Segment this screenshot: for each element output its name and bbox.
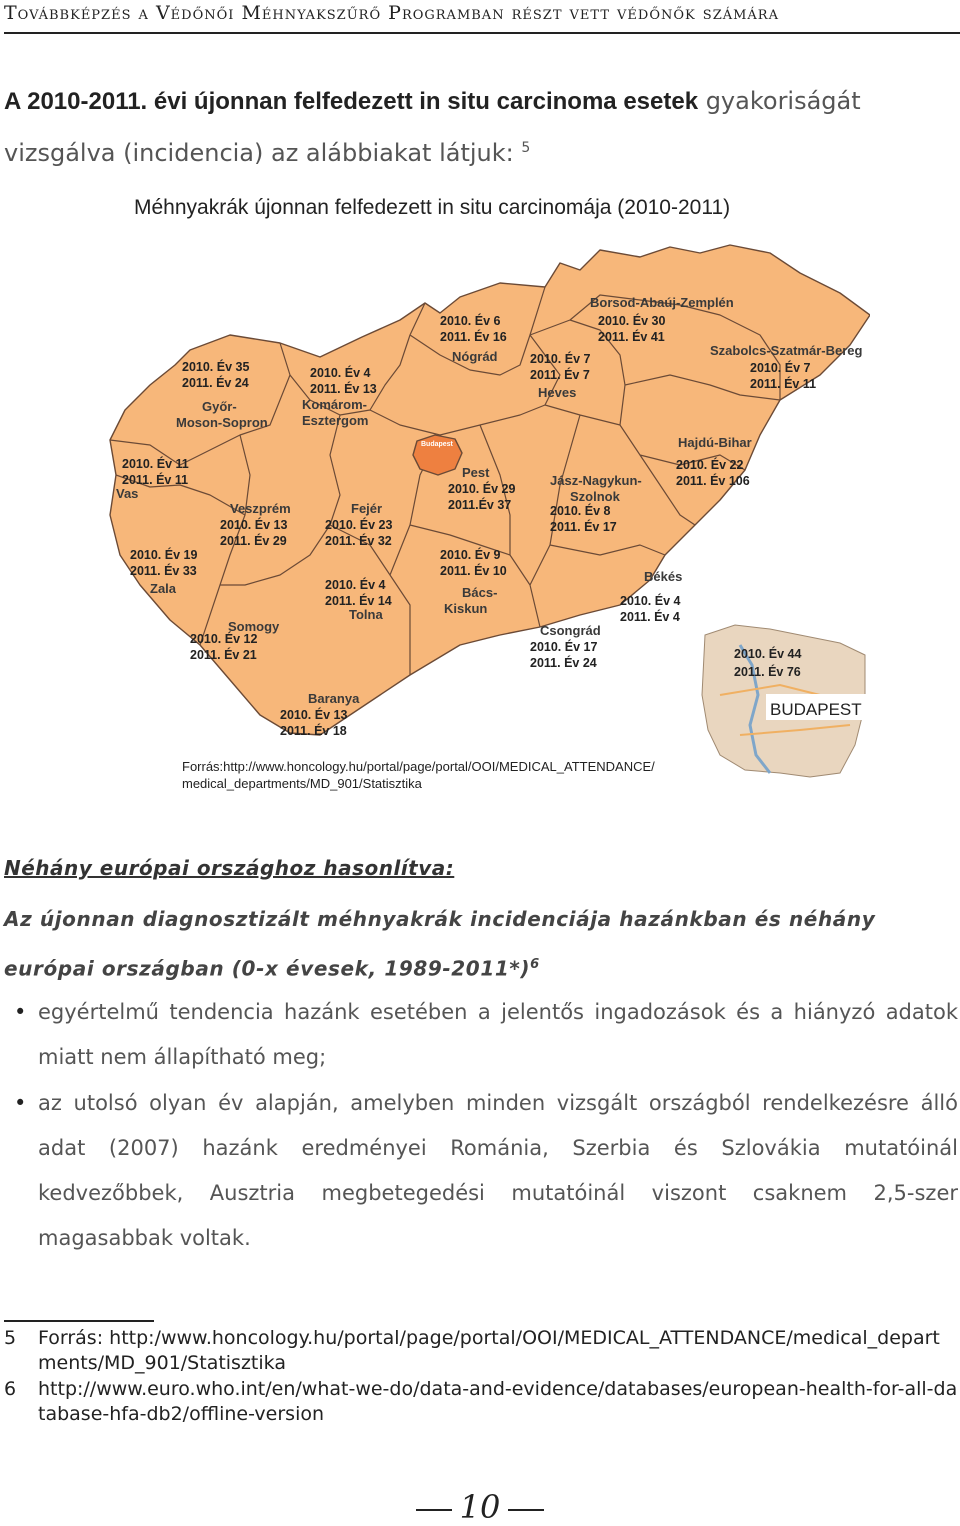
county-y2011: 2011. Év 29: [220, 534, 287, 548]
county-name-2: Esztergom: [302, 413, 369, 428]
list-item: • az utolsó olyan év alapján, amelyben minden vizsgált országból rendelkezésre álló adat (2007) hazánk eredményei Románia, Szerbia és Szlovákia mutatóinál kedvezőbbek, Ausztria megbetegedési mutatóinál viszont csaknem 2,5-szer magasabbak voltak.: [4, 1081, 958, 1261]
list-item: • egyértelmű tendencia hazánk esetében a jelentős ingadozások és a hiányzó adatok miatt nem állapítható meg;: [4, 990, 958, 1080]
county-label-komarom: [302, 365, 377, 428]
intro-bold: A 2010-2011. évi újonnan felfedezett in situ carcinoma esetek: [4, 88, 699, 115]
county-name: Csongrád: [540, 623, 601, 638]
county-label-veszprem: [220, 501, 291, 548]
county-y2010: 2010. Év 13: [220, 518, 288, 532]
county-name: Fejér: [351, 501, 383, 516]
map-source-line1: Forrás:http://www.honcology.hu/portal/page/portal/OOI/MEDICAL_ATTENDANCE/: [182, 759, 655, 774]
county-name: Borsod-Abaúj-Zemplén: [590, 295, 734, 310]
county-name: Komárom-: [302, 397, 368, 412]
county-name: Veszprém: [230, 501, 291, 516]
comparison-heading: [4, 896, 956, 992]
county-name: Győr-: [202, 399, 237, 414]
county-name: Hajdú-Bihar: [678, 435, 752, 450]
intro-rest: gyakoriságát: [698, 87, 861, 115]
county-y2010: 2010. Év 6: [440, 314, 501, 328]
map-title: Méhnyakrák újonnan felfedezett in situ carcinomája (2010-2011): [134, 196, 731, 219]
county-y2010: 2010. Év 4: [310, 366, 371, 380]
footnote-text: http://www.euro.who.int/en/what-we-do/data-and-evidence/databases/european-health-for-all-database-hfa-db2/offline-version: [38, 1378, 958, 1425]
county-name-2: Szolnok: [570, 489, 620, 504]
county-y2011: 2011. Év 17: [550, 520, 617, 534]
comparison-heading-text: Az újonnan diagnosztizált méhnyakrák incidenciája hazánkban és néhány európai országban (0-x évesek, 1989-2011*): [4, 907, 876, 981]
comparison-footnote-ref: 6: [530, 957, 540, 972]
county-y2010: 2010. Év 13: [280, 708, 348, 722]
budapest-y2010: 2010. Év 44: [734, 647, 802, 661]
budapest-inset-title: BUDAPEST: [770, 700, 862, 719]
county-y2010: 2010. Év 9: [440, 548, 501, 562]
map-source-line2: medical_departments/MD_901/Statisztika: [182, 776, 422, 791]
county-y2010: 2010. Év 7: [750, 361, 811, 375]
intro-line2: vizsgálva (incidencia) az alábbiakat látjuk:: [4, 139, 522, 167]
intro-footnote-ref: 5: [521, 140, 531, 156]
hungary-county-map: [80, 225, 870, 795]
footnote-number: 5: [4, 1327, 17, 1349]
county-name: Nógrád: [452, 349, 498, 364]
county-y2010: 2010. Év 23: [325, 518, 393, 532]
county-y2011: 2011. Év 106: [676, 474, 750, 488]
footnote-rule: [4, 1320, 154, 1322]
footnote-number: 6: [4, 1378, 17, 1400]
county-name: Békés: [644, 569, 683, 584]
county-label-csongrad: [530, 623, 601, 670]
section-heading: Néhány európai országhoz hasonlítva:: [4, 856, 455, 880]
county-name: Vas: [116, 486, 139, 501]
county-y2010: 2010. Év 4: [325, 578, 386, 592]
county-name: Somogy: [228, 619, 280, 634]
footnote: [4, 1377, 958, 1427]
county-y2011: 2011. Év 14: [325, 594, 392, 608]
page-number-value: 10: [459, 1488, 501, 1526]
county-y2010: 2010. Év 30: [598, 314, 666, 328]
county-y2010: 2010. Év 35: [182, 360, 250, 374]
county-name: Zala: [150, 581, 177, 596]
county-y2011: 2011. Év 4: [620, 610, 680, 624]
footnote: [4, 1326, 958, 1376]
county-y2010: 2010. Év 19: [130, 548, 198, 562]
county-y2011: 2011. Év 24: [530, 656, 597, 670]
county-y2011: 2011. Év 32: [325, 534, 392, 548]
county-name: Tolna: [349, 607, 383, 622]
footnote-text: Forrás: http:/www.honcology.hu/portal/page/portal/OOI/MEDICAL_ATTENDANCE/medical_departments/MD_901/Statisztika: [38, 1327, 940, 1374]
county-y2011: 2011.Év 37: [448, 498, 512, 512]
page-number-dash-left: [416, 1509, 452, 1511]
county-y2011: 2011. Év 16: [440, 330, 507, 344]
page-number: [0, 1488, 960, 1526]
county-y2010: 2010. Év 29: [448, 482, 516, 496]
budapest-inset: [702, 625, 866, 777]
page-number-dash-right: [508, 1509, 544, 1511]
county-name: Pest: [462, 465, 490, 480]
county-name: Szabolcs-Szatmár-Bereg: [710, 343, 863, 358]
county-label-hajdu: [676, 435, 752, 488]
county-y2010: 2010. Év 4: [620, 594, 681, 608]
county-y2010: 2010. Év 8: [550, 504, 611, 518]
county-name-2: Kiskun: [444, 601, 488, 616]
intro-paragraph: [4, 78, 956, 177]
county-y2010: 2010. Év 12: [190, 632, 258, 646]
county-y2011: 2011. Év 13: [310, 382, 377, 396]
county-y2010: 2010. Év 22: [676, 458, 744, 472]
findings-list: [4, 990, 958, 1262]
county-y2011: 2011. Év 33: [130, 564, 197, 578]
footnotes: [4, 1326, 958, 1428]
county-y2011: 2011. Év 24: [182, 376, 249, 390]
county-y2011: 2011. Év 41: [598, 330, 665, 344]
county-name-2: Moson-Sopron: [176, 415, 268, 430]
county-y2011: 2011. Év 10: [440, 564, 507, 578]
budapest-small-label: Budapest: [421, 441, 453, 448]
county-y2011: 2011. Év 21: [190, 648, 257, 662]
county-name: Heves: [538, 385, 577, 400]
county-y2011: 2011. Év 11: [122, 473, 189, 487]
running-header: Továbbképzés a Védőnői Méhnyakszűrő Programban részt vett védőnők számára: [4, 2, 779, 24]
header-rule: [4, 32, 960, 34]
county-y2011: 2011. Év 11: [750, 377, 817, 391]
budapest-y2011: 2011. Év 76: [734, 665, 801, 679]
county-y2010: 2010. Év 17: [530, 640, 598, 654]
county-y2010: 2010. Év 7: [530, 352, 591, 366]
county-y2011: 2011. Év 7: [530, 368, 590, 382]
county-y2010: 2010. Év 11: [122, 457, 189, 471]
county-name: Jász-Nagykun-: [550, 473, 642, 488]
county-name: Bács-: [462, 585, 498, 600]
county-y2011: 2011. Év 18: [280, 724, 347, 738]
county-name: Baranya: [308, 691, 360, 706]
